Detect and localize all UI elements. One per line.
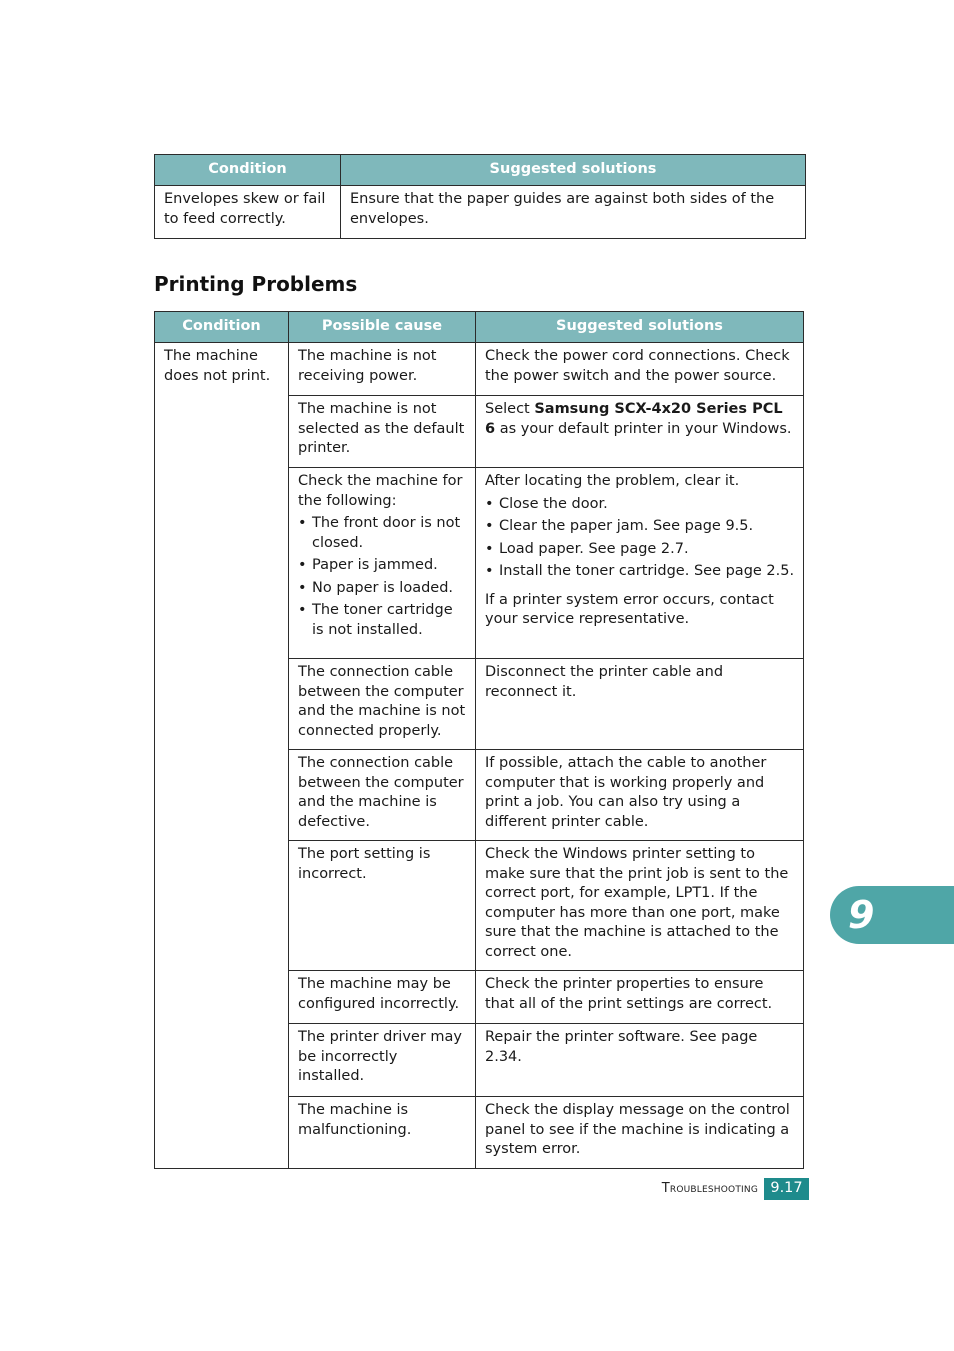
- cause-cell: The machine is malfunctioning.: [289, 1097, 476, 1169]
- page-footer: [0, 1178, 954, 1200]
- solution-cell: [476, 396, 804, 468]
- solution-intro: After locating the problem, clear it.: [485, 473, 740, 489]
- printing-problems-table: [154, 311, 804, 1169]
- column-header: Condition: [155, 312, 289, 343]
- condition-cell: Envelopes skew or fail to feed correctly.: [155, 186, 341, 239]
- list-item: • The toner cartridge is not installed.: [298, 601, 467, 640]
- solution-text: as your default printer in your Windows.: [495, 420, 792, 437]
- cause-cell: The machine is not receiving power.: [289, 343, 476, 396]
- table-row: [155, 343, 804, 396]
- solution-cell: [476, 468, 804, 659]
- solution-cell: Check the display message on the control panel to see if the machine is indicating a system error.: [476, 1097, 804, 1169]
- table-row: [155, 186, 806, 239]
- chapter-number: 9: [848, 893, 875, 937]
- cause-list: [298, 514, 467, 640]
- list-item: • Paper is jammed.: [298, 556, 467, 576]
- solution-cell: Ensure that the paper guides are against both sides of the envelopes.: [341, 186, 806, 239]
- column-header: Condition: [155, 155, 341, 186]
- cause-cell: The port setting is incorrect.: [289, 841, 476, 971]
- list-item: • The front door is not closed.: [298, 514, 467, 553]
- solution-list: [485, 495, 795, 582]
- solution-text: Select: [485, 401, 535, 417]
- cause-cell: [289, 468, 476, 659]
- envelope-table: [154, 154, 806, 239]
- list-item: • Install the toner cartridge. See page 2.5.: [485, 562, 795, 582]
- cause-intro: Check the machine for the following:: [298, 473, 463, 509]
- column-header: Possible cause: [289, 312, 476, 343]
- section-heading: Printing Problems: [154, 272, 358, 296]
- solution-cell: If possible, attach the cable to another computer that is working properly and print a job. You can also try using a different printer cable.: [476, 750, 804, 841]
- list-item: • Load paper. See page 2.7.: [485, 540, 795, 560]
- cause-cell: The printer driver may be incorrectly installed.: [289, 1024, 476, 1097]
- table-header-row: [155, 155, 806, 186]
- solution-cell: Repair the printer software. See page 2.34.: [476, 1024, 804, 1097]
- list-item: • No paper is loaded.: [298, 579, 467, 599]
- product-name: Samsung SCX-4x20 Series PCL 6: [485, 401, 783, 437]
- solution-cell: Disconnect the printer cable and reconnect it.: [476, 659, 804, 750]
- list-item: • Clear the paper jam. See page 9.5.: [485, 517, 795, 537]
- column-header: Suggested solutions: [341, 155, 806, 186]
- cause-cell: The machine is not selected as the default printer.: [289, 396, 476, 468]
- table-header-row: [155, 312, 804, 343]
- chapter-tab: [830, 886, 954, 944]
- cause-cell: The connection cable between the computer and the machine is defective.: [289, 750, 476, 841]
- solution-outro: If a printer system error occurs, contact your service representative.: [485, 591, 774, 627]
- column-header: Suggested solutions: [476, 312, 804, 343]
- list-item: • Close the door.: [485, 495, 795, 515]
- condition-cell: The machine does not print.: [155, 343, 289, 1169]
- solution-cell: Check the power cord connections. Check the power switch and the power source.: [476, 343, 804, 396]
- cause-cell: The machine may be configured incorrectly.: [289, 971, 476, 1024]
- cause-cell: The connection cable between the computer and the machine is not connected properly.: [289, 659, 476, 750]
- solution-cell: Check the Windows printer setting to make sure that the print job is sent to the correct port, for example, LPT1. If the computer has more than one port, make sure that the machine is attached to the correct one.: [476, 841, 804, 971]
- solution-cell: Check the printer properties to ensure that all of the print settings are correct.: [476, 971, 804, 1024]
- footer-label: Troubleshooting: [661, 1181, 758, 1196]
- page-number: 9.17: [764, 1178, 809, 1200]
